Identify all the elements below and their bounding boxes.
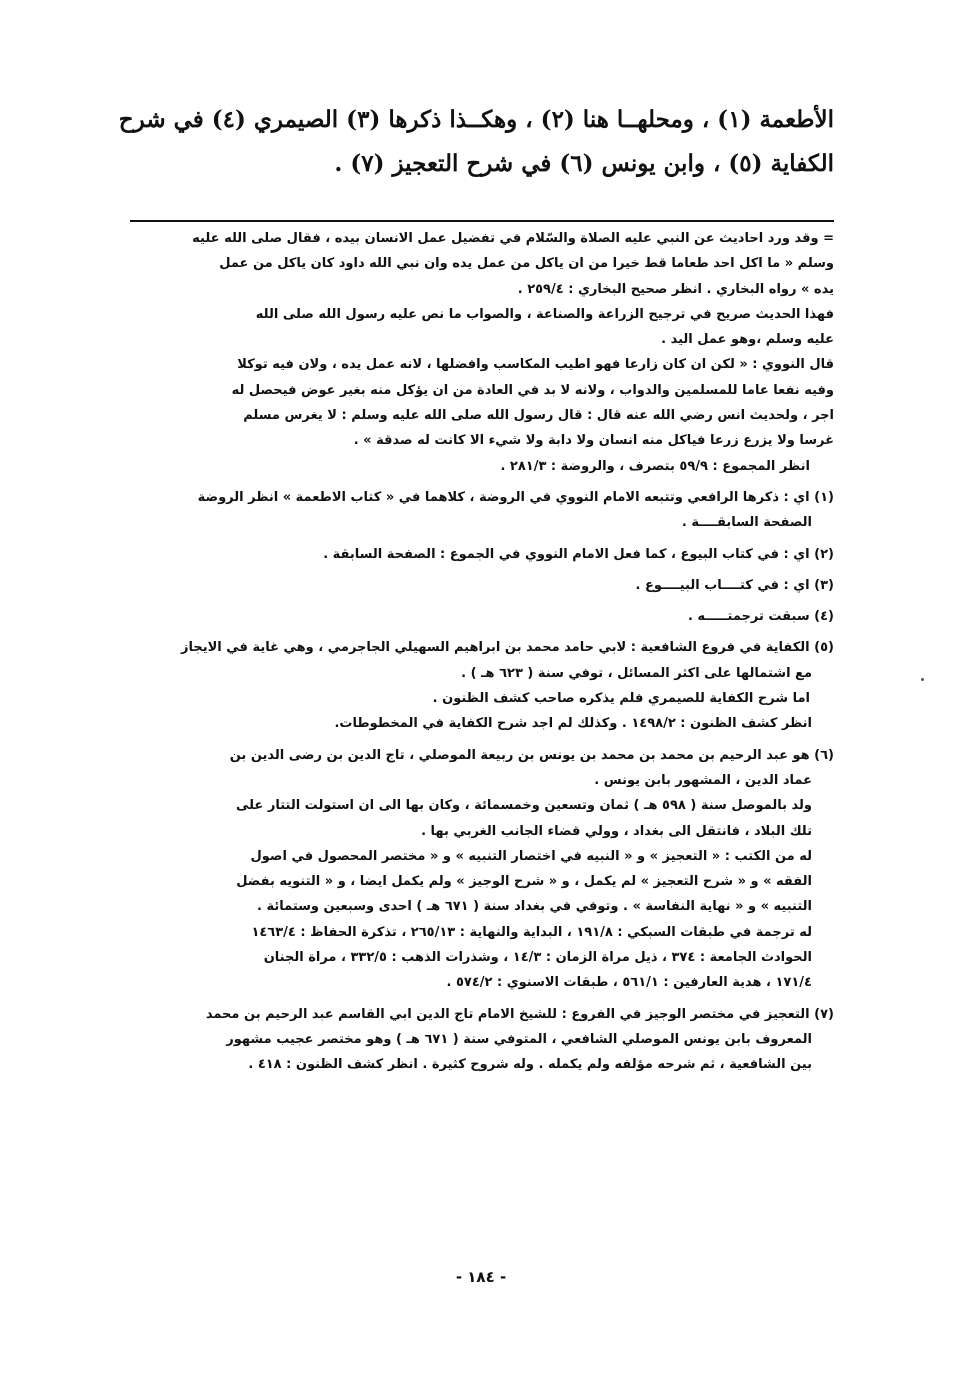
- footnote-line: قال النووي : « لكن ان كان زارعا فهو اطيب المكاسب وافضلها ، لانه عمل يده ، ولان فيه توكلا: [237, 357, 834, 373]
- footnote-line: له من الكتب : « التعجيز » و « النبيه في اختصار التنبيه » و « مختصر المحصول في اصول: [250, 848, 812, 864]
- main-text: [118, 98, 834, 186]
- footnote-line: التنبيه » و « نهاية النفاسة » . وتوفي في بغداد سنة ( ٦٧١ هـ ) احدى وسبعين وستمائة .: [257, 899, 812, 915]
- footnote-line: عماد الدين ، المشهور بابن يونس .: [594, 772, 812, 788]
- footnote-4: [130, 604, 834, 629]
- footnote-line: الصفحة السابقــــة .: [681, 515, 812, 531]
- scan-speck: [921, 678, 924, 681]
- page-number: - ١٨٤ -: [455, 1268, 507, 1286]
- main-text-line-2: الكفاية (٥) ، وابن يونس (٦) في شرح التعجيز (٧) .: [334, 150, 834, 177]
- footnote-line: فهذا الحديث صريح في ترجيح الزراعة والصناعة ، والصواب ما نص عليه رسول الله صلى الله: [255, 306, 834, 322]
- footnote-line: وسلم « ما اكل احد طعاما قط خيرا من ان ياكل من عمل يده وان نبي الله داود كان ياكل من عمل: [219, 256, 834, 272]
- footnote-line: ١٧١/٤ ، هدية العارفين : ٥٦١/١ ، طبقات الاسنوي : ٥٧٤/٢ .: [446, 975, 812, 991]
- main-text-line-1: الأطعمة (١) ، ومحلهــا هنا (٢) ، وهكــذا ذكرها (٣) الصيمري (٤) في شرح: [118, 106, 834, 133]
- footnote-separator: [130, 220, 834, 222]
- footnote-line: يده » رواه البخاري . انظر صحيح البخاري : ٢٥٩/٤ .: [517, 281, 834, 297]
- footnote-line: الفقه » و « شرح التعجيز » لم يكمل ، و « شرح الوجيز » ولم يكمل ايضا ، و « التنويه بفضل: [236, 874, 812, 890]
- footnote-line: (٤) سبقت ترجمتـــــه .: [687, 609, 834, 625]
- footnote-line: انظر المجموع : ٥٩/٩ بتصرف ، والروضة : ٢٨١/٣ .: [500, 458, 810, 474]
- footnote-line: المعروف بابن يونس الموصلي الشافعي ، المتوفي سنة ( ٦٧١ هـ ) وهو مختصر عجيب مشهور: [226, 1031, 812, 1047]
- footnote-line: ولد بالموصل سنة ( ٥٩٨ هـ ) ثمان وتسعين وخمسمائة ، وكان بها الى ان استولت التتار على: [235, 798, 812, 814]
- footnote-3: [130, 573, 834, 598]
- footnote-line: له ترجمة في طبقات السبكي : ١٩١/٨ ، البداية والنهاية : ٢٦٥/١٣ ، تذكرة الحفاظ : ١٤٦٣/٤: [251, 924, 812, 940]
- footnote-7: [130, 1002, 834, 1078]
- footnote-6: [130, 743, 834, 996]
- footnote-line: (٢) اي : في كتاب البيوع ، كما فعل الامام النووي في الجموع : الصفحة السابقة .: [323, 546, 834, 562]
- footnote-line: (٦) هو عبد الرحيم بن محمد بن محمد بن يونس بن ربيعة الموصلي ، تاج الدين بن رضى الدين بن: [229, 747, 834, 763]
- footnote-line: انظر كشف الظنون : ١٤٩٨/٢ . وكذلك لم اجد شرح الكفاية في المخطوطات.: [334, 716, 812, 732]
- footnote-line: (٣) اي : في كتــــاب البيــــوع .: [635, 577, 834, 593]
- footnote-line: = وقد ورد احاديث عن النبي عليه الصلاة والسّلام في تفضيل عمل الانسان بيده ، فقال صلى الله عليه: [192, 231, 834, 246]
- footnote-line: اما شرح الكفاية للصيمري فلم يذكره صاحب كشف الظنون .: [432, 691, 810, 707]
- footnote-line: غرسا ولا يزرع زرعا فياكل منه انسان ولا دابة ولا شيء الا كانت له صدقة » .: [353, 433, 834, 449]
- footnote-1: [130, 485, 834, 536]
- footnote-5: [130, 635, 834, 736]
- footnote-line: وفيه نفعا عاما للمسلمين والدواب ، ولانه لا بد في العادة من ان يؤكل منه بغير عوض فيحصل له: [231, 382, 834, 398]
- footnote-line: عليه وسلم ،وهو عمل اليد .: [661, 332, 834, 348]
- footnote-2: [130, 542, 834, 567]
- footnote-line: مع اشتمالها على اكثر المسائل ، توفي سنة ( ٦٢٣ هـ ) .: [461, 665, 812, 681]
- footnote-line: (٧) التعجيز في مختصر الوجيز في الفروع : للشيخ الامام تاج الدين ابي القاسم عبد الرحيم بن محمد: [205, 1006, 834, 1022]
- footnote-line: (٥) الكفاية في فروع الشافعية : لابي حامد محمد بن ابراهيم السهيلي الجاجرمي ، وهي غاية في الايجاز: [180, 640, 834, 656]
- footnote-line: (١) اي : ذكرها الرافعي وتتبعه الامام النووي في الروضة ، كلاهما في « كتاب الاطعمة » انظر الروضة: [197, 489, 834, 505]
- footnotes: [130, 226, 834, 1078]
- footnote-continuation: [130, 226, 834, 479]
- footnote-line: الحوادث الجامعة : ٣٧٤ ، ذيل مراة الزمان : ١٤/٣ ، وشذرات الذهب : ٣٣٢/٥ ، مراة الجنان: [263, 950, 812, 966]
- footnote-line: تلك البلاد ، فانتقل الى بغداد ، وولي قضاء الجانب الغربي بها .: [421, 823, 812, 839]
- footnote-line: اجر ، ولحديث انس رضي الله عنه قال : قال رسول الله صلى الله عليه وسلم : لا يغرس مسلم: [243, 408, 834, 424]
- footnote-line: بين الشافعية ، ثم شرحه مؤلفه ولم يكمله . وله شروح كثيرة . انظر كشف الظنون : ٤١٨ .: [248, 1057, 812, 1073]
